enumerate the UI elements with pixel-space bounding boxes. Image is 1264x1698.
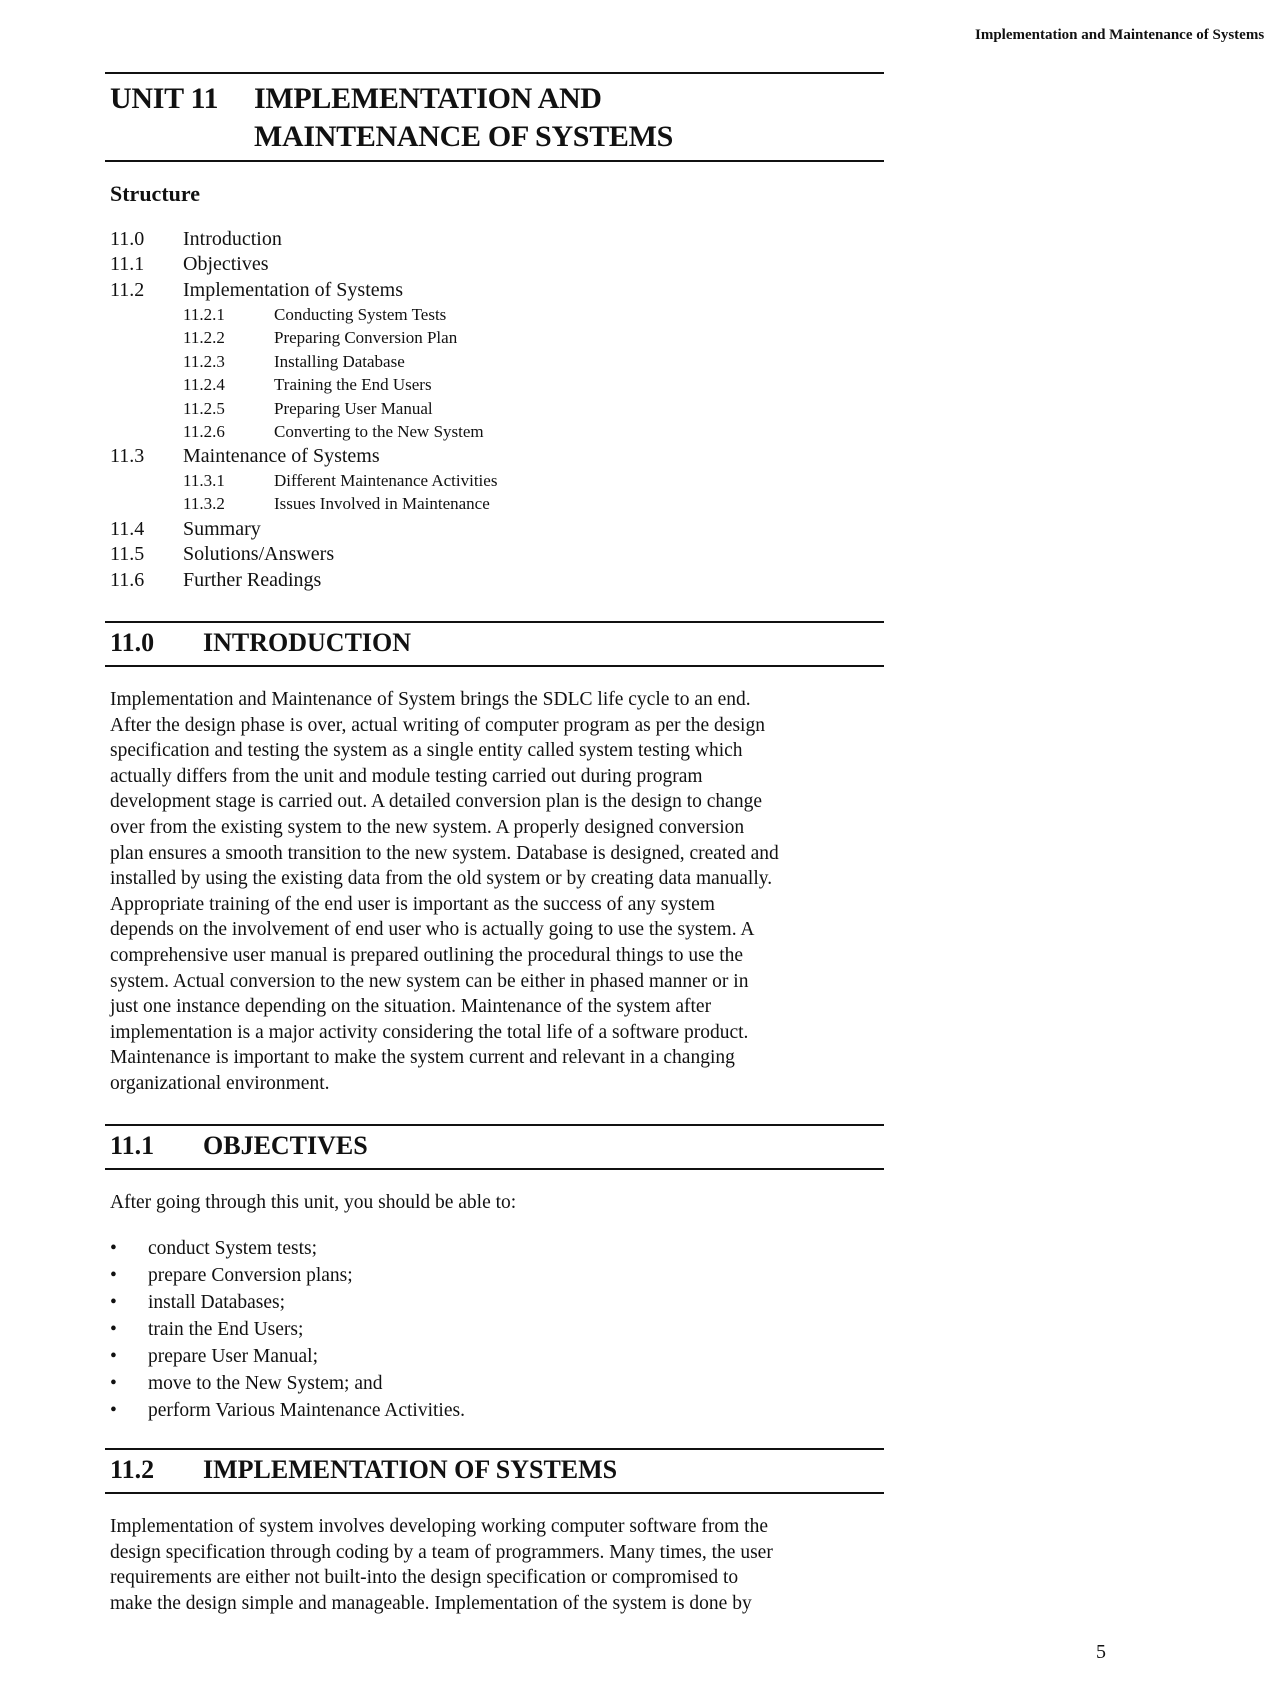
section-rule-bottom	[105, 1168, 884, 1170]
section-rule-top	[105, 1448, 884, 1450]
unit-title-line-1: IMPLEMENTATION AND	[254, 82, 602, 115]
implementation-paragraph: Implementation of system involves developing working computer software from the design specification through coding by a team of programmers. Many times, the user requirements are either not built-into the design specification or compromised to make the design simple and manageable. Implementation of the system is done by	[110, 1516, 773, 1614]
running-head: Implementation and Maintenance of Systems	[975, 27, 1264, 43]
title-rule-bottom	[105, 160, 884, 162]
section-rule-top	[105, 621, 884, 623]
unit-title-line-2: MAINTENANCE OF SYSTEMS	[254, 120, 674, 153]
objectives-lead: After going through this unit, you should be able to:	[110, 1192, 517, 1213]
unit-number: UNIT 11	[110, 82, 219, 115]
page-number: 5	[1096, 1641, 1106, 1663]
structure-heading: Structure	[110, 181, 201, 206]
introduction-paragraph: Implementation and Maintenance of System brings the SDLC life cycle to an end. After the design phase is over, actual writing of computer program as per the design specification and testing the system as a single entity called system testing which actually differs from the unit and module testing carried out during program development stage is carried out. A detailed conversion plan is the design to change over from the existing system to the new system. A properly designed conversion plan ensures a smooth transition to the new system. Database is designed, created and installed by using the existing data from the old system or by creating data manually. Appropriate training of the end user is important as the success of any system depends on the involvement of end user who is actually going to use the system. A comprehensive user manual is prepared outlining the procedural things to use the system. Actual conversion to the new system can be either in phased manner or in just one instance depending on the situation. Maintenance of the system after implementation is a major activity considering the total life of a software product. Maintenance is important to make the system current and relevant in a changing organizational environment.	[110, 689, 779, 1094]
title-rule-top	[105, 72, 884, 74]
section-rule-bottom	[105, 665, 884, 667]
section-rule-top	[105, 1124, 884, 1126]
section-rule-bottom	[105, 1492, 884, 1494]
